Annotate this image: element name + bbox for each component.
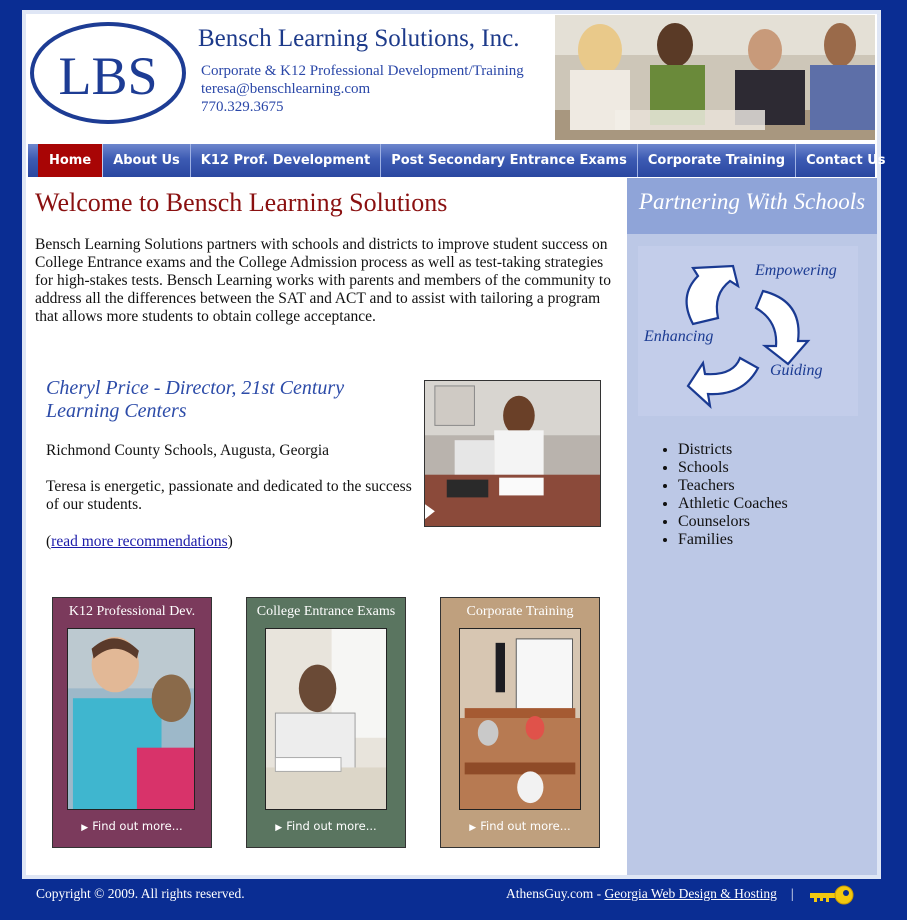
footer-credit bbox=[506, 886, 804, 902]
play-icon: ▶ bbox=[275, 823, 283, 833]
credit-prefix: AthensGuy.com - bbox=[506, 886, 605, 901]
nav-about-us[interactable]: About Us bbox=[103, 144, 191, 177]
paren-close: ) bbox=[227, 533, 233, 550]
web-design-link[interactable]: Georgia Web Design & Hosting bbox=[604, 886, 777, 901]
cycle-label-empowering: Empowering bbox=[755, 262, 837, 279]
testimonial-name: Cheryl Price - Director, 21st Century Learning Centers bbox=[46, 377, 345, 422]
card-photo bbox=[459, 628, 581, 810]
svg-text:LBS: LBS bbox=[58, 46, 158, 106]
card-college-entrance-exams[interactable] bbox=[246, 597, 406, 848]
read-more-link[interactable]: read more recommendations bbox=[51, 533, 228, 550]
card-cta-label: Find out more... bbox=[92, 819, 183, 833]
sidebar-list bbox=[676, 441, 788, 549]
main-nav bbox=[28, 144, 886, 177]
testimonial-photo bbox=[424, 380, 601, 527]
list-item: • Families bbox=[678, 531, 788, 549]
cycle-label-guiding: Guiding bbox=[770, 362, 823, 379]
intro-paragraph: Bensch Learning Solutions partners with schools and districts to improve student success on College Entrance exams and the College Admission process as well as test-taking strategies for high-stakes tests. Bensch Learning works with parents and members of the community to address all the differences between the SAT and ACT and to assist with tailoring a program that allows more students to obtain college acceptance. bbox=[35, 236, 611, 325]
card-find-out-more[interactable] bbox=[247, 819, 405, 833]
sidebar bbox=[627, 178, 877, 875]
nav-home[interactable]: Home bbox=[38, 144, 103, 177]
tagline: Corporate & K12 Professional Development/Training bbox=[201, 63, 524, 79]
read-more-line bbox=[46, 533, 233, 551]
list-item: • Athletic Coaches bbox=[678, 495, 788, 513]
header-phone: 770.329.3675 bbox=[201, 99, 284, 115]
header-photo bbox=[555, 15, 875, 140]
card-title: K12 Professional Dev. bbox=[68, 604, 196, 619]
nav-contact-us[interactable]: Contact Us bbox=[806, 153, 886, 168]
list-item: • Counselors bbox=[678, 513, 788, 531]
nav-k12-prof-development[interactable]: K12 Prof. Development bbox=[191, 144, 381, 177]
company-name: Bensch Learning Solutions, Inc. bbox=[198, 25, 520, 52]
testimonial-organization: Richmond County Schools, Augusta, Georgia bbox=[46, 442, 330, 459]
page-frame bbox=[22, 10, 886, 879]
card-corporate-training[interactable] bbox=[440, 597, 600, 848]
card-k12-professional-dev[interactable] bbox=[52, 597, 212, 848]
list-item: • Teachers bbox=[678, 477, 788, 495]
card-photo bbox=[265, 628, 387, 810]
list-item: • Schools bbox=[678, 459, 788, 477]
play-icon: ▶ bbox=[469, 823, 477, 833]
play-icon: ▶ bbox=[81, 823, 89, 833]
list-item: • Districts bbox=[678, 441, 788, 459]
header-email[interactable]: teresa@benschlearning.com bbox=[201, 81, 371, 97]
copyright: Copyright © 2009. All rights reserved. bbox=[36, 886, 245, 901]
sidebar-title: Partnering With Schools bbox=[638, 189, 866, 214]
cycle-diagram bbox=[638, 246, 858, 416]
card-title: College Entrance Exams bbox=[256, 604, 396, 619]
card-find-out-more[interactable] bbox=[53, 819, 211, 833]
nav-post-secondary-exams[interactable]: Post Secondary Entrance Exams bbox=[381, 144, 638, 177]
header-contact bbox=[201, 62, 524, 116]
paren-open: ( bbox=[46, 533, 52, 550]
testimonial-quote: Teresa is energetic, passionate and dedicated to the success of our students. bbox=[46, 478, 412, 513]
card-find-out-more[interactable] bbox=[441, 819, 599, 833]
nav-corporate-training[interactable]: Corporate Training bbox=[638, 144, 796, 177]
page-content bbox=[26, 14, 886, 875]
card-cta-label: Find out more... bbox=[480, 819, 571, 833]
page-title: Welcome to Bensch Learning Solutions bbox=[35, 188, 448, 217]
footer-separator: | bbox=[790, 886, 794, 901]
card-title: Corporate Training bbox=[466, 604, 574, 619]
cycle-label-enhancing: Enhancing bbox=[644, 328, 714, 345]
company-logo[interactable] bbox=[30, 20, 190, 124]
key-icon[interactable] bbox=[808, 884, 856, 908]
card-photo bbox=[67, 628, 195, 810]
card-cta-label: Find out more... bbox=[286, 819, 377, 833]
